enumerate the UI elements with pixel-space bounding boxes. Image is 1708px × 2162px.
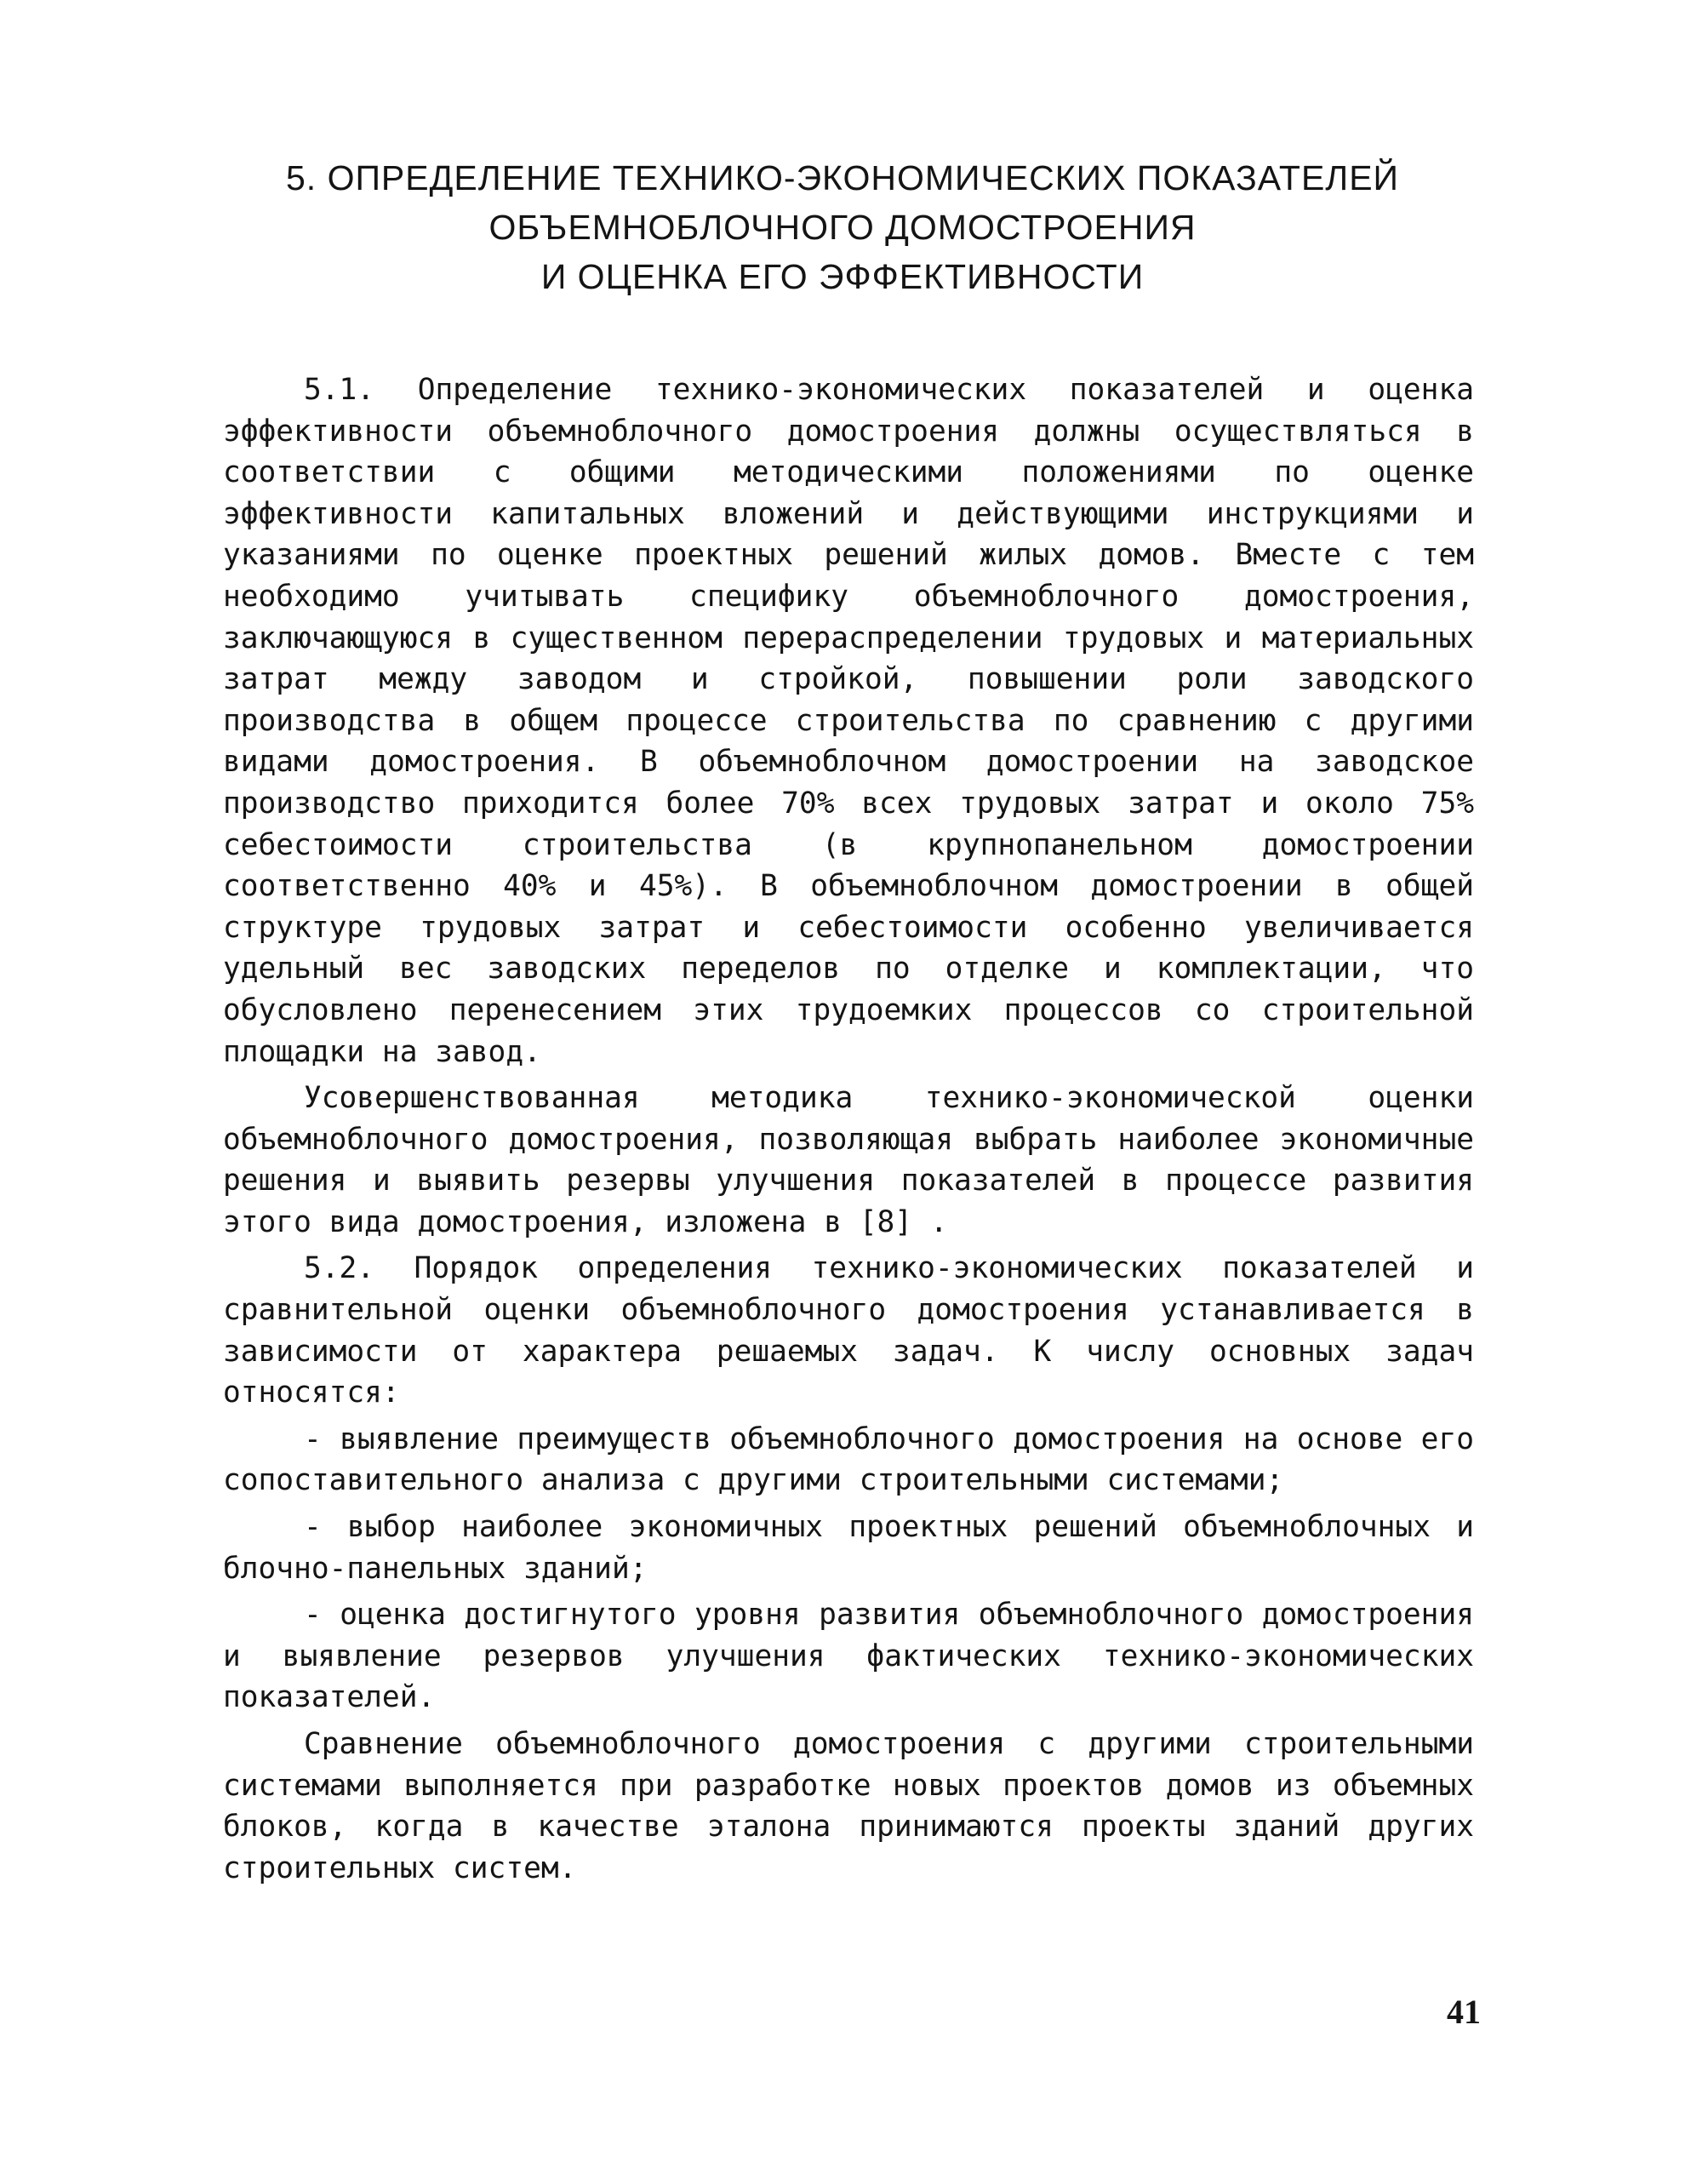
heading-line-3: И ОЦЕНКА ЕГО ЭФФЕКТИВНОСТИ xyxy=(540,257,1145,296)
paragraph-5-2: 5.2. Порядок определения технико-экономических показателей и сравнительной оценки объемноблочного домостроения устанавливается в зависимости от характера решаемых задач. К числу основных задач относятся: xyxy=(223,1251,1474,1410)
paragraph-methodology: Усовершенствованная методика технико-экономической оценки объемноблочного домостроения, позволяющая выбрать наиболее экономичные решения и выявить резервы улучшения показателей в процессе развития этого вида домостроения, изложена в [8] . xyxy=(223,1081,1474,1239)
list-item-assessment: - оценка достигнутого уровня развития объемноблочного домостроения и выявление резервов улучшения фактических технико-экономических показателей. xyxy=(223,1598,1474,1715)
heading-line-1: 5. ОПРЕДЕЛЕНИЕ ТЕХНИКО-ЭКОНОМИЧЕСКИХ ПОКАЗАТЕЛЕЙ xyxy=(285,158,1400,197)
section-heading xyxy=(204,153,1481,301)
body-text xyxy=(223,369,1474,1894)
heading-line-2: ОБЪЕМНОБЛОЧНОГО ДОМОСТРОЕНИЯ xyxy=(488,208,1197,247)
paragraph-5-1: 5.1. Определение технико-экономических показателей и оценка эффективности объемноблочного домостроения должны осуществляться в соответствии с общими методическими положениями по оценке эффективности капитальных вложений и действующими инструкциями и указаниями по оценке проектных решений жилых домов. Вместе с тем необходимо учитывать специфику объемноблочного домостроения, заключающуюся в существенном перераспределении трудовых и материальных затрат между заводом и стройкой, повышении роли заводского производства в общем процессе строительства по сравнению с другими видами домостроения. В объемноблочном домостроении на заводское производство приходится более 70% всех трудовых затрат и около 75% себестоимости строительства (в крупнопанельном домостроении соответственно 40% и 45%). В объемноблочном домостроении в общей структуре трудовых затрат и себестоимости особенно увеличивается удельный вес заводских переделов по отделке и комплектации, что обусловлено перенесением этих трудоемких процессов со строительной площадки на завод. xyxy=(223,373,1474,1069)
paragraph-comparison: Сравнение объемноблочного домостроения с другими строительными системами выполняется при разработке новых проектов домов из объемных блоков, когда в качестве эталона принимаются проекты зданий других строительных систем. xyxy=(223,1727,1474,1885)
page-number: 41 xyxy=(1447,1993,1481,2031)
list-item-advantages: - выявление преимуществ объемноблочного домостроения на основе его сопоставительного анализа с другими строительными системами; xyxy=(223,1421,1474,1498)
list-item-selection: - выбор наиболее экономичных проектных решений объемноблочных и блочно-панельных зданий; xyxy=(223,1510,1474,1586)
